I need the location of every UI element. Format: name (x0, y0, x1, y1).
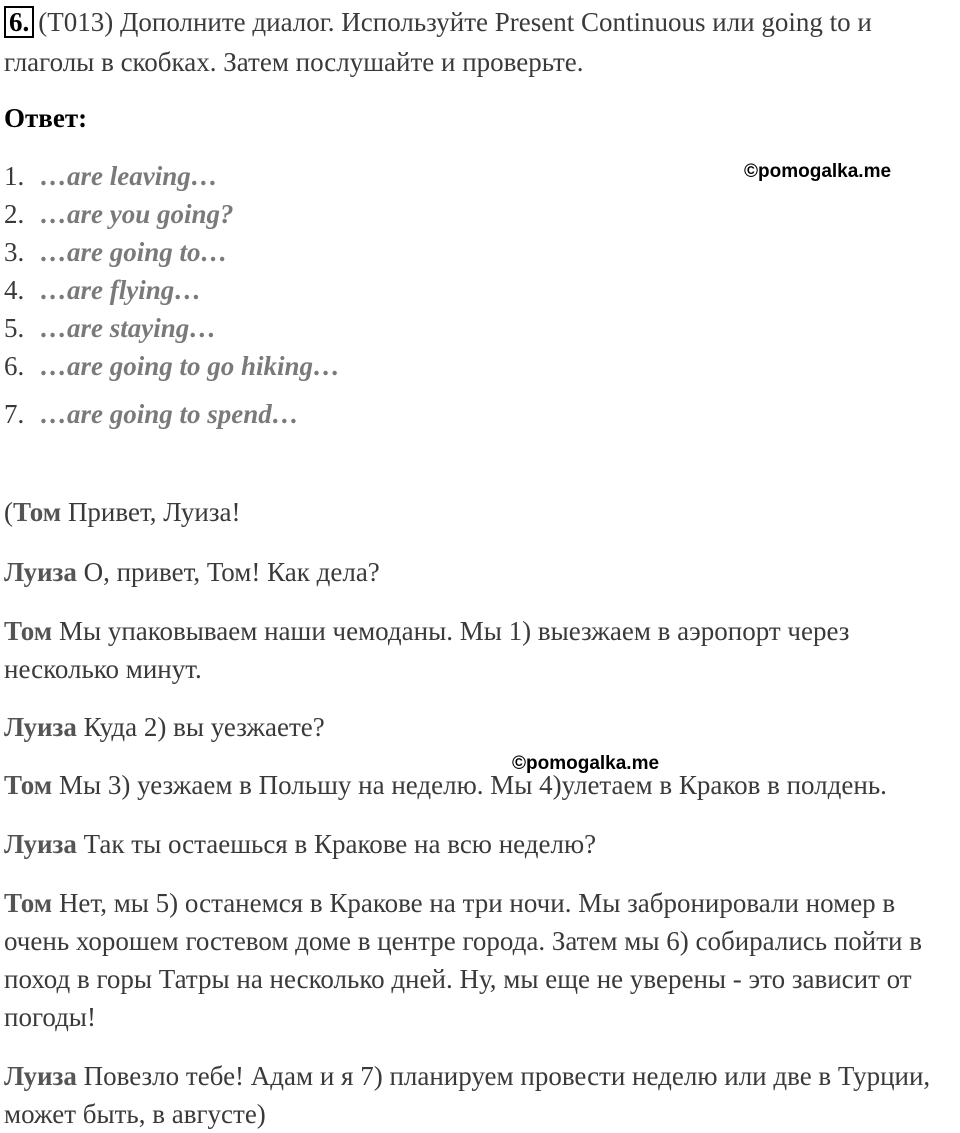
watermark: ©pomogalka.me (512, 753, 660, 774)
dialog-text: Куда 2) вы уезжаете? (76, 712, 325, 742)
answer-number: 4. (4, 275, 25, 305)
watermark: ©pomogalka.me (744, 161, 892, 182)
dialog-line (4, 1057, 956, 1133)
speaker-name: Том (4, 888, 53, 918)
answer-number: 7. (4, 399, 25, 429)
answer-text: …are you going? (40, 199, 234, 229)
answer-item (4, 196, 234, 232)
speaker-name: Луиза (4, 712, 77, 742)
answer-item (4, 272, 201, 308)
dialog-text: О, привет, Том! Как дела? (76, 557, 380, 587)
dialog-line (4, 493, 956, 531)
answer-number: 2. (4, 199, 25, 229)
dialog-text: Повезло тебе! Адам и я 7) планируем провести неделю или две в Турции, может быть, в августе) (4, 1061, 931, 1129)
answer-number: 1. (4, 161, 25, 191)
dialog-line (4, 708, 956, 746)
task-text: (T013) Дополните диалог. Используйте Present Continuous или going to и глаголы в скобках. Затем послушайте и проверьте. (4, 7, 872, 77)
answer-text: …are flying… (40, 275, 202, 305)
dialog-line (4, 825, 956, 863)
dialog-line (4, 884, 956, 1036)
answer-item (4, 158, 218, 194)
answer-number: 5. (4, 313, 25, 343)
dialog-text: Нет, мы 5) останемся в Кракове на три ночи. Мы забронировали номер в очень хорошем гостевом доме в центре города. Затем мы 6) собирались пойти в поход в горы Татры на несколько дней. Ну, мы еще не уверены - это зависит от погоды! (4, 888, 922, 1032)
speaker-name: Луиза (4, 1061, 77, 1091)
speaker-name: Луиза (4, 557, 77, 587)
dialog-line (4, 612, 956, 688)
answer-number: 6. (4, 351, 25, 381)
answer-text: …are going to… (40, 237, 228, 267)
answer-item (4, 396, 299, 432)
speaker-name: Том (4, 616, 53, 646)
dialog-text: Мы 3) уезжаем в Польшу на неделю. Мы 4)улетаем в Краков в полдень. (52, 770, 887, 800)
dialog-line (4, 766, 956, 804)
answer-text: …are leaving… (40, 161, 218, 191)
dialog-text: Привет, Луиза! (61, 497, 241, 527)
dialog-text: Мы упаковываем наши чемоданы. Мы 1) выезжаем в аэропорт через несколько минут. (4, 616, 850, 684)
task-number: 6. (4, 6, 34, 38)
answer-heading: Ответ: (4, 103, 88, 133)
dialog-prefix: ( (4, 497, 13, 527)
task-statement (4, 2, 954, 82)
answer-item (4, 310, 216, 346)
speaker-name: Том (4, 770, 53, 800)
answer-item (4, 348, 340, 384)
dialog-text: Так ты остаешься в Кракове на всю неделю? (76, 829, 597, 859)
dialog-line (4, 553, 956, 591)
speaker-name: Том (13, 497, 62, 527)
answer-text: …are going to go hiking… (40, 351, 341, 381)
answer-number: 3. (4, 237, 25, 267)
answer-text: …are going to spend… (40, 399, 299, 429)
speaker-name: Луиза (4, 829, 77, 859)
answer-item (4, 234, 228, 270)
answer-text: …are staying… (40, 313, 217, 343)
